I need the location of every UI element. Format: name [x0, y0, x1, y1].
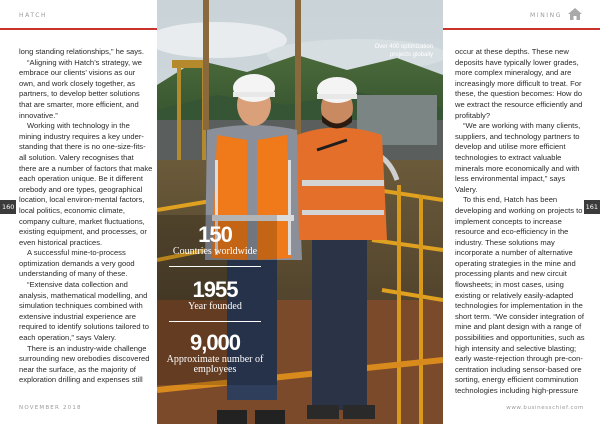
home-icon[interactable] — [568, 8, 582, 20]
stat-label: Countries worldwide — [172, 246, 258, 257]
stat-value: 150 — [198, 222, 232, 247]
header-rule-right — [443, 28, 600, 30]
stat-label: Year founded — [188, 301, 242, 312]
page-number-left: 160 — [0, 200, 16, 214]
paragraph: Working with technology in the mining industry requires a key under-standing that there is no one-size-fits-all solution. Valery recognises that there are a number of factors that make each operation unique. Be it different orebody and ore types, geographical location, local environ-mental factors, local politics, economic climate, company culture, market fluctuations, existing equipment, and processes, or even historical practices. — [19, 121, 153, 247]
issue-date: NOVEMBER 2018 — [19, 405, 82, 411]
page-number-right: 161 — [584, 200, 600, 214]
stat-divider — [169, 266, 261, 267]
stat-value: 9,000 — [189, 330, 241, 355]
left-text-column — [19, 47, 153, 386]
stat-divider — [169, 321, 261, 322]
paragraph: “We are working with many clients, suppliers, and technology partners to develop and utilise more efficient technologies to extract valuable minerals more economically and with less environmental impact,” says Valery. — [455, 121, 581, 194]
header-rule-left — [0, 28, 157, 30]
section-header: MINING — [530, 12, 562, 19]
paragraph: long standing relationships,” he says. — [19, 47, 144, 56]
right-text-column — [455, 47, 587, 397]
paragraph: There is an industry-wide challenge surrounding new orebodies discovered near the surface, as the majority of exploration drilling and expenses still — [19, 343, 150, 385]
brand-header: HATCH — [19, 12, 48, 19]
paragraph: “Aligning with Hatch’s strategy, we embrace our clients’ visions as our own, and work closely together, as partners, to develop better solutions that are smarter, more efficient, and innovative.” — [19, 57, 142, 120]
stat-label: Approximate number of employees — [166, 354, 264, 375]
website-link[interactable]: www.businesschief.com — [506, 405, 584, 411]
feature-photo — [157, 0, 443, 424]
paragraph: occur at these depths. These new deposits have typically lower grades, more complex mineralogy, and are increasingly more difficult to treat. For these, the question becomes: How do we extract the resource efficiently and profitably? — [455, 47, 583, 120]
stat-value: 1955 — [192, 277, 238, 302]
photo-caption: Over 400 optimization projects globally — [374, 44, 433, 58]
paragraph: A successful mine-to-process optimization demands a very good understanding of many of these. — [19, 248, 135, 279]
paragraph: “Extensive data collection and analysis, mathematical modelling, and simulation techniques combined with extensive industrial experience are required to identify solutions tailored to each operation,” says Valery. — [19, 280, 150, 343]
paragraph: To this end, Hatch has been developing and working on projects to implement concepts to increase resource and eco-efficiency in the industry. These solutions may incorporate a number of alternative operating strategies in the mine and processing plants and new circuit flowsheets; in most cases, using existing or relatively easily-adapted technologies for implementation in the short term. “We consider integration of mine and plant design with a range of possibilities and opportunities, such as high intensity and selective blasting; early waste-rejection through pre-con-centration including sensor-based ore sorting, energy efficient comminution technologies including high-pressure — [455, 195, 585, 395]
